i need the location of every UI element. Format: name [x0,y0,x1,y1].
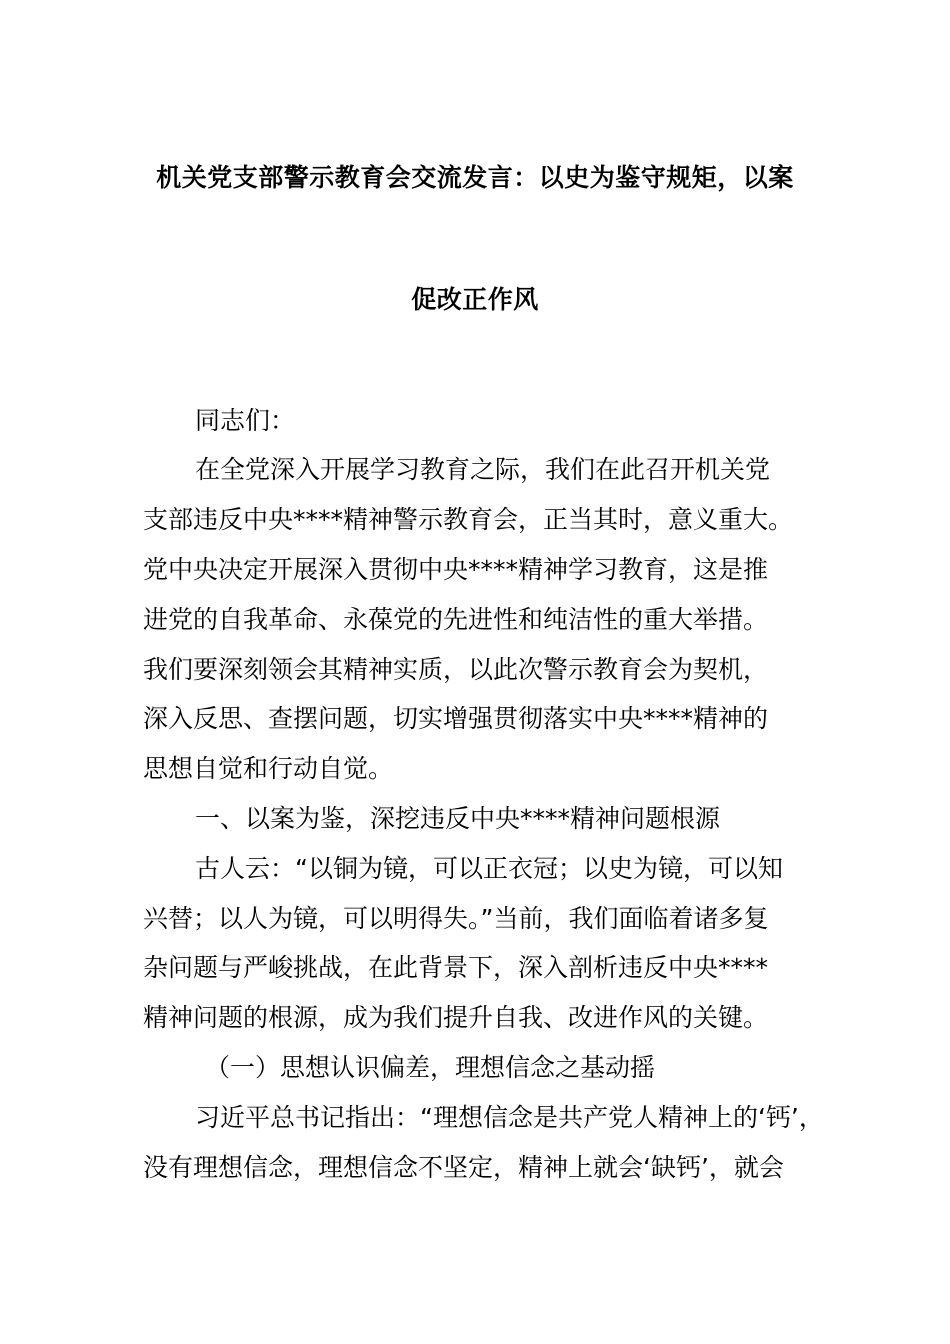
paragraph-line: 杂问题与严峻挑战，在此背景下，深入剖析违反中央**** [143,953,769,982]
section-heading: 一、以案为鉴，深挖违反中央****精神问题根源 [195,804,721,833]
paragraph-line: 深入反思、查摆问题，切实增强贯彻落实中央****精神的 [143,704,769,733]
paragraph-line: 在全党深入开展学习教育之际，我们在此召开机关党 [195,455,771,484]
paragraph-line: 习近平总书记指出：“理想信念是共产党人精神上的‘钙’， [195,1103,824,1132]
paragraph-line: 我们要深刻领会其精神实质，以此次警示教育会为契机， [143,655,769,684]
document-title-line-2: 促改正作风 [411,285,539,314]
paragraph-line: 思想自觉和行动自觉。 [143,754,394,783]
paragraph-line: 进党的自我革命、永葆党的先进性和纯洁性的重大举措。 [143,605,769,634]
paragraph-line: 没有理想信念，理想信念不坚定，精神上就会‘缺钙’，就会 [143,1153,784,1182]
paragraph-line: 支部违反中央****精神警示教育会，正当其时，意义重大。 [143,505,794,534]
paragraph-line: 兴替；以人为镜，可以明得失。”当前，我们面临着诸多复 [143,904,769,933]
document-title-line-1: 机关党支部警示教育会交流发言：以史为鉴守规矩，以案 [156,163,794,192]
salutation: 同志们： [195,406,296,435]
paragraph-line: 党中央决定开展深入贯彻中央****精神学习教育，这是推 [143,555,769,584]
paragraph-line: 精神问题的根源，成为我们提升自我、改进作风的关键。 [143,1003,769,1032]
subsection-heading: （一）思想认识偏差，理想信念之基动摇 [205,1053,656,1082]
paragraph-line: 古人云：“以铜为镜，可以正衣冠；以史为镜，可以知 [195,854,783,883]
